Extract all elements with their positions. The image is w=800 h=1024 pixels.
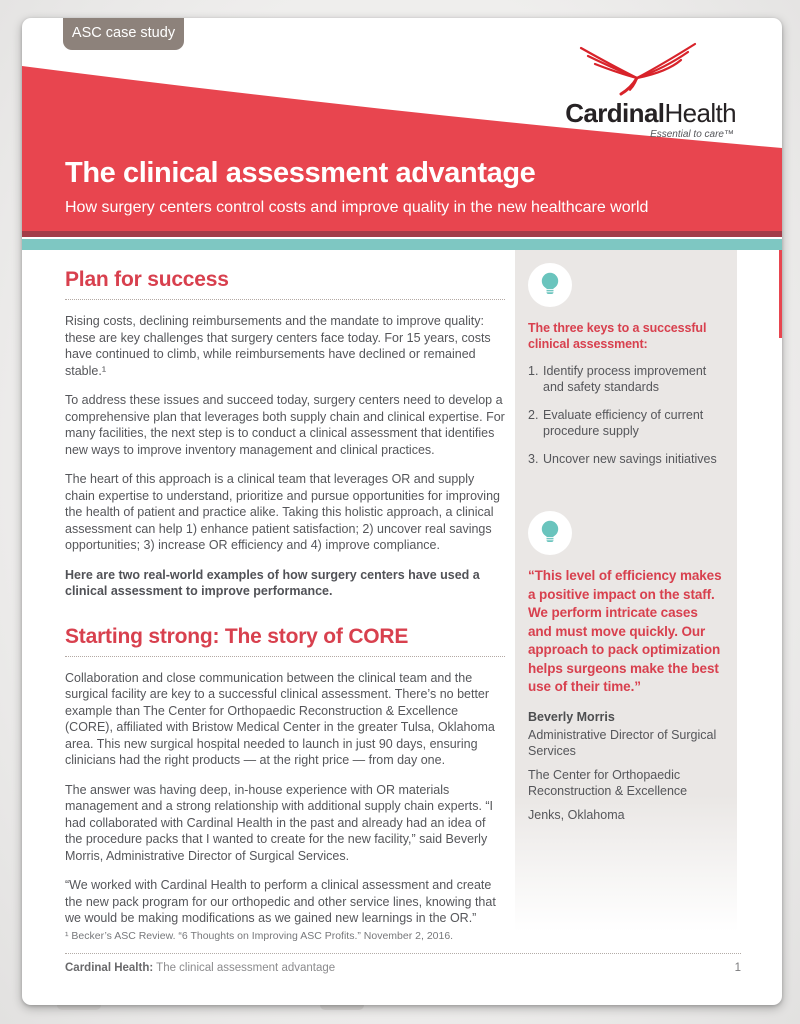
- cardinal-health-logo: [554, 40, 736, 140]
- footer-brand-label: Cardinal Health:: [65, 962, 154, 974]
- body-paragraph: “We worked with Cardinal Health to perform a clinical assessment and create the new pack program for our orthopedic and other service lines, knowing that we would be making modifications as we gained new learnings in the OR.”: [65, 878, 496, 925]
- logo-wordmark-bold: Cardinal: [565, 98, 665, 128]
- key-item-text: Uncover new savings initiatives: [543, 452, 717, 466]
- sidebar-key-item: [528, 451, 724, 467]
- key-item-number: 2.: [528, 408, 539, 422]
- logo-wordmark: [565, 100, 736, 126]
- content-area: [22, 250, 782, 973]
- footer-rule: [65, 953, 741, 954]
- section-heading-core: Starting strong: The story of CORE: [65, 624, 409, 648]
- pull-quote: “This level of efficiency makes a positive impact on the staff. We perform intricate cases and must move quickly. Our approach to pack optimization helps surgeons make the best use of their time.”: [528, 568, 722, 694]
- heading-rule: [65, 299, 505, 300]
- footnote: ¹ Becker’s ASC Review. “6 Thoughts on Improving ASC Profits.” November 2, 2016.: [65, 930, 454, 942]
- footer-doc-title: [65, 962, 335, 974]
- case-study-badge: [63, 18, 184, 50]
- sidebar: [515, 250, 737, 932]
- body-paragraph: To address these issues and succeed today, surgery centers need to develop a comprehensive plan that leverages both supply chain and clinical expertise. For many facilities, the next step is to conduct a clinical assessment that identifies new ways to improve inventory management and clinical practices.: [65, 393, 505, 457]
- footer-title-label: The clinical assessment advantage: [153, 962, 336, 974]
- sidebar-key-item: [528, 363, 724, 395]
- sidebar-keys-heading: The three keys to a successful clinical assessment:: [528, 321, 707, 351]
- body-paragraph: The heart of this approach is a clinical team that leverages OR and supply chain expertise to understand, prioritize and pursue opportunities for improving the health of patient and practice alike. Taking this holistic approach, a clinical assessment can help 1) enhance patient satisfaction; 2) uncover real savings opportunities; 3) increase OR efficiency and 4) improve compliance.: [65, 472, 500, 552]
- main-column: [65, 250, 505, 940]
- quote-attribution-org: The Center for Orthopaedic Reconstruction & Excellence: [528, 767, 688, 798]
- key-item-number: 3.: [528, 452, 539, 466]
- key-item-text: Evaluate efficiency of current procedure supply: [543, 408, 704, 438]
- footer: [65, 962, 741, 974]
- cardinal-wings-icon: [575, 40, 701, 98]
- right-edge-accent-strip: [779, 250, 782, 338]
- body-paragraph-bold: Here are two real-world examples of how surgery centers have used a clinical assessment to improve performance.: [65, 567, 480, 598]
- badge-label: ASC case study: [71, 25, 176, 41]
- logo-wordmark-light: Health: [664, 98, 736, 128]
- document-title: The clinical assessment advantage: [65, 157, 536, 189]
- quote-attribution-location: Jenks, Oklahoma: [528, 807, 625, 822]
- document-subtitle: How surgery centers control costs and improve quality in the new healthcare world: [65, 199, 649, 216]
- sidebar-key-item: [528, 407, 724, 439]
- page-number: 1: [734, 962, 741, 974]
- lightbulb-icon: [538, 519, 562, 547]
- body-paragraph: Rising costs, declining reimbursements and the mandate to improve quality: these are key challenges that surgery centers face today. For 15 years, costs have continued to climb, while reimbursements have declined or remained stable.¹: [65, 314, 491, 378]
- lightbulb-badge: [528, 263, 572, 307]
- body-paragraph: The answer was having deep, in-house experience with OR materials management and a strong relationship with additional supply chain experts. “I had collaborated with Cardinal Health in the past and already had an idea of the procedure packs that I wanted to create for the new facility,” said Beverly Morris, Administrative Director of Surgical Services.: [65, 782, 494, 863]
- logo-tagline: Essential to care™: [650, 129, 734, 140]
- document-page: [22, 18, 782, 1005]
- key-item-text: Identify process improvement and safety standards: [543, 364, 707, 394]
- lightbulb-icon: [538, 271, 562, 299]
- sidebar-keys-list: [528, 363, 724, 467]
- teal-divider-bar: [22, 239, 782, 250]
- quote-attribution-role: Administrative Director of Surgical Services: [528, 727, 717, 758]
- lightbulb-badge: [528, 511, 572, 555]
- key-item-number: 1.: [528, 364, 539, 378]
- body-paragraph: Collaboration and close communication between the clinical team and the surgical facility are key to a successful clinical assessment. There’s no better example than The Center for Orthopaedic Reconstruction & Excellence (CORE), affiliated with Bristow Medical Center in the greater Tulsa, Oklahoma area. This new surgical hospital needed to launch in just 90 days, ensuring clinicians had the right products — at the right price — from day one.: [65, 670, 495, 767]
- quote-attribution-name: Beverly Morris: [528, 709, 615, 724]
- heading-rule: [65, 656, 505, 657]
- section-heading-plan: Plan for success: [65, 268, 229, 291]
- page-header: [22, 18, 782, 231]
